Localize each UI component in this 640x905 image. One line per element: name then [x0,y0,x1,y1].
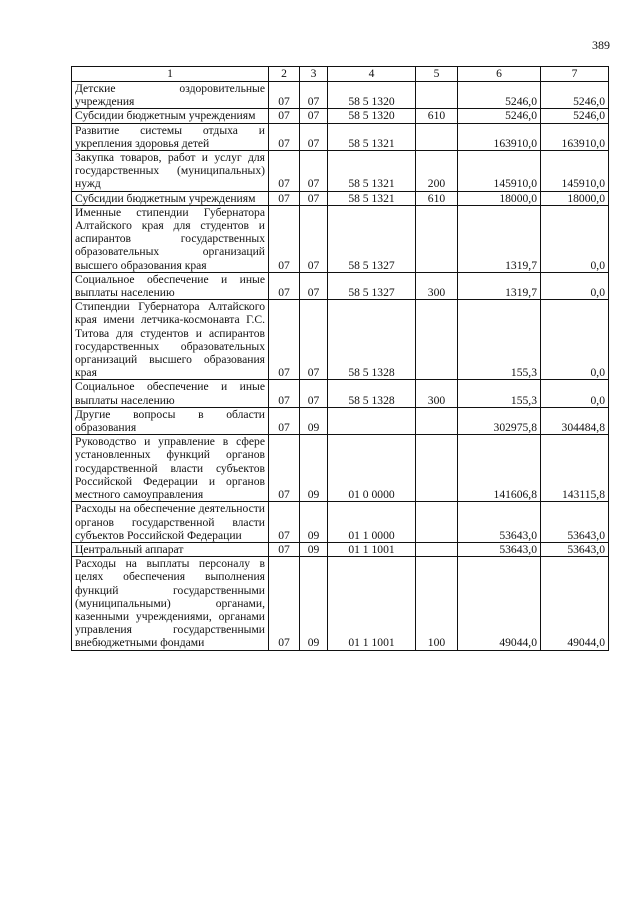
expense-type-cell: 100 [416,557,458,650]
target-article-cell [328,407,416,434]
subsection-code-cell: 09 [300,407,328,434]
target-article-cell: 58 5 1321 [328,123,416,150]
section-code-cell: 07 [269,109,300,123]
subsection-code-cell: 07 [300,380,328,407]
amount-year2-cell: 0,0 [541,300,609,380]
row-name-cell: Субсидии бюджетным учреждениям [72,191,269,205]
subsection-code-cell: 07 [300,151,328,192]
row-name-cell: Стипендии Губернатора Алтайского края имени летчика-космонавта Г.С. Титова для студентов и аспирантов государственных образовательных организаций высшего образования края [72,300,269,380]
subsection-code-cell: 07 [300,272,328,299]
subsection-code-cell: 07 [300,123,328,150]
amount-year2-cell: 0,0 [541,272,609,299]
subsection-code-cell: 09 [300,435,328,502]
header-cell: 6 [458,67,541,82]
subsection-code-cell: 09 [300,542,328,556]
row-name-cell: Субсидии бюджетным учреждениям [72,109,269,123]
subsection-code-cell: 09 [300,502,328,543]
section-code-cell: 07 [269,191,300,205]
target-article-cell: 58 5 1320 [328,82,416,109]
amount-year2-cell: 163910,0 [541,123,609,150]
table-row [72,542,609,556]
table-row [72,123,609,150]
section-code-cell: 07 [269,151,300,192]
table-row [72,191,609,205]
subsection-code-cell: 07 [300,205,328,272]
expense-type-cell: 300 [416,272,458,299]
table-body [72,82,609,651]
target-article-cell: 01 1 1001 [328,557,416,650]
section-code-cell: 07 [269,300,300,380]
amount-year1-cell: 53643,0 [458,542,541,556]
table-row [72,300,609,380]
table-row [72,151,609,192]
row-name-cell: Закупка товаров, работ и услуг для государственных (муниципальных) нужд [72,151,269,192]
table-row [72,205,609,272]
amount-year2-cell: 0,0 [541,205,609,272]
table-row [72,502,609,543]
subsection-code-cell: 09 [300,557,328,650]
row-name-cell: Развитие системы отдыха и укрепления здоровья детей [72,123,269,150]
expense-type-cell [416,435,458,502]
table-row [72,407,609,434]
expense-type-cell: 300 [416,380,458,407]
amount-year1-cell: 302975,8 [458,407,541,434]
amount-year1-cell: 49044,0 [458,557,541,650]
amount-year1-cell: 5246,0 [458,109,541,123]
amount-year1-cell: 145910,0 [458,151,541,192]
target-article-cell: 58 5 1321 [328,191,416,205]
row-name-cell: Социальное обеспечение и иные выплаты населению [72,272,269,299]
header-cell: 7 [541,67,609,82]
amount-year1-cell: 18000,0 [458,191,541,205]
expense-type-cell [416,205,458,272]
section-code-cell: 07 [269,272,300,299]
target-article-cell: 01 1 1001 [328,542,416,556]
expense-type-cell [416,407,458,434]
section-code-cell: 07 [269,380,300,407]
target-article-cell: 01 1 0000 [328,502,416,543]
header-cell: 5 [416,67,458,82]
header-cell: 3 [300,67,328,82]
amount-year1-cell: 1319,7 [458,272,541,299]
amount-year2-cell: 143115,8 [541,435,609,502]
section-code-cell: 07 [269,502,300,543]
amount-year2-cell: 5246,0 [541,82,609,109]
amount-year2-cell: 53643,0 [541,502,609,543]
expense-type-cell [416,542,458,556]
target-article-cell: 58 5 1320 [328,109,416,123]
amount-year2-cell: 5246,0 [541,109,609,123]
expense-type-cell: 200 [416,151,458,192]
row-name-cell: Другие вопросы в области образования [72,407,269,434]
amount-year1-cell: 1319,7 [458,205,541,272]
section-code-cell: 07 [269,205,300,272]
row-name-cell: Социальное обеспечение и иные выплаты населению [72,380,269,407]
amount-year2-cell: 49044,0 [541,557,609,650]
target-article-cell: 58 5 1328 [328,380,416,407]
header-row [72,67,609,82]
amount-year1-cell: 141606,8 [458,435,541,502]
table-row [72,380,609,407]
page-number: 389 [592,38,610,52]
amount-year1-cell: 163910,0 [458,123,541,150]
amount-year1-cell: 5246,0 [458,82,541,109]
subsection-code-cell: 07 [300,300,328,380]
amount-year2-cell: 0,0 [541,380,609,407]
amount-year1-cell: 155,3 [458,300,541,380]
row-name-cell: Расходы на выплаты персоналу в целях обеспечения выполнения функций государственными (муниципальными) органами, казенными учреждениями, органами управления государственными внебюджетными фондами [72,557,269,650]
expense-type-cell [416,123,458,150]
target-article-cell: 58 5 1327 [328,272,416,299]
target-article-cell: 58 5 1321 [328,151,416,192]
row-name-cell: Руководство и управление в сфере установленных функций органов государственной власти субъектов Российской Федерации и органов местного самоуправления [72,435,269,502]
row-name-cell: Расходы на обеспечение деятельности органов государственной власти субъектов Российской Федерации [72,502,269,543]
section-code-cell: 07 [269,407,300,434]
amount-year2-cell: 304484,8 [541,407,609,434]
section-code-cell: 07 [269,435,300,502]
table-row [72,435,609,502]
amount-year2-cell: 145910,0 [541,151,609,192]
header-cell: 2 [269,67,300,82]
target-article-cell: 58 5 1328 [328,300,416,380]
budget-table [71,66,609,651]
expense-type-cell [416,82,458,109]
table-row [72,557,609,650]
table-row [72,272,609,299]
row-name-cell: Именные стипендии Губернатора Алтайского края для студентов и аспирантов государственных образовательных организаций высшего образования края [72,205,269,272]
section-code-cell: 07 [269,557,300,650]
expense-type-cell: 610 [416,191,458,205]
subsection-code-cell: 07 [300,109,328,123]
header-cell: 1 [72,67,269,82]
subsection-code-cell: 07 [300,191,328,205]
amount-year1-cell: 155,3 [458,380,541,407]
expense-type-cell [416,300,458,380]
section-code-cell: 07 [269,123,300,150]
subsection-code-cell: 07 [300,82,328,109]
table-row [72,109,609,123]
table-row [72,82,609,109]
amount-year2-cell: 18000,0 [541,191,609,205]
target-article-cell: 01 0 0000 [328,435,416,502]
target-article-cell: 58 5 1327 [328,205,416,272]
section-code-cell: 07 [269,542,300,556]
amount-year1-cell: 53643,0 [458,502,541,543]
expense-type-cell: 610 [416,109,458,123]
section-code-cell: 07 [269,82,300,109]
header-cell: 4 [328,67,416,82]
expense-type-cell [416,502,458,543]
amount-year2-cell: 53643,0 [541,542,609,556]
row-name-cell: Центральный аппарат [72,542,269,556]
row-name-cell: Детские оздоровительные учреждения [72,82,269,109]
